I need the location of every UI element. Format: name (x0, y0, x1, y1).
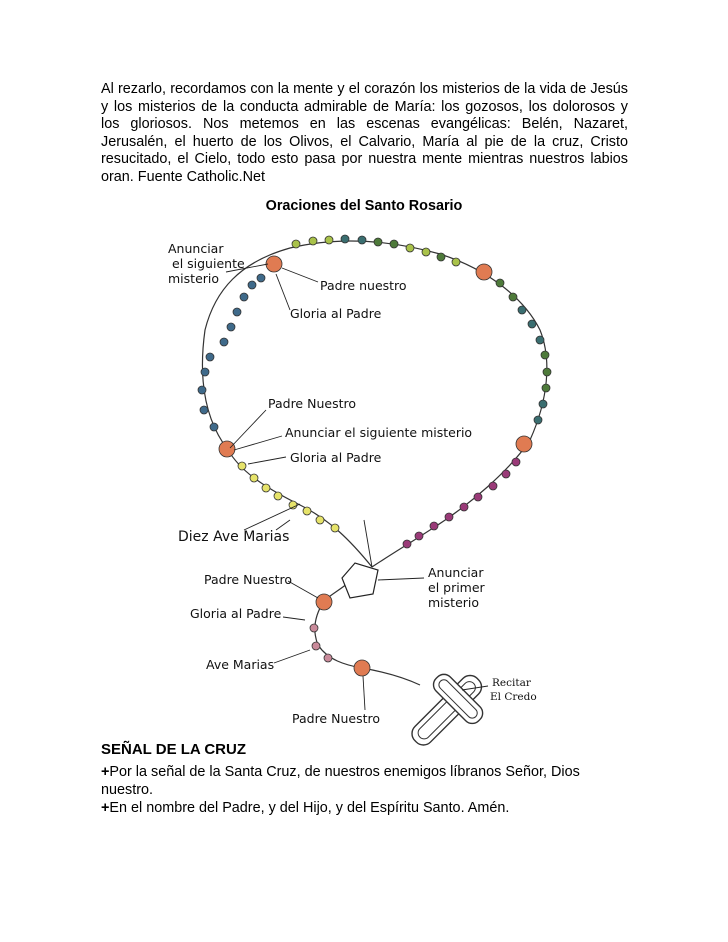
center-medal (342, 563, 378, 598)
bead-small (541, 351, 549, 359)
bead-small (341, 235, 349, 243)
crucifix (394, 658, 499, 763)
bead-small (512, 458, 520, 466)
label-gloria-mid: Gloria al Padre (290, 450, 382, 465)
bead-small (227, 323, 235, 331)
label-padre-nuestro-bottom: Padre Nuestro (292, 711, 380, 726)
bead-small (325, 236, 333, 244)
bead-small (331, 524, 339, 532)
prayer-line-2 (101, 799, 621, 817)
bead-small (292, 240, 300, 248)
bead-large (516, 436, 532, 452)
label-diez-ave: Diez Ave Marias (178, 529, 290, 545)
bead-small (437, 253, 445, 261)
bead-small (289, 501, 297, 509)
bead-small (358, 236, 366, 244)
intro-paragraph: Al rezarlo, recordamos con la mente y el corazón los misterios de la vida de Jesús y los misterios de la conducta admirable de María: los gozosos, los dolorosos y los gloriosos. Nos metemos en las escenas evangélicas: Belén, Nazaret, Jerusalén, el huerto de los Olivos, el Calvario, María al pie de la cruz, Cristo resucitado, el Cielo, todo esto pasa por nuestra mente mientras nuestros labios oran. Fuente Catholic.Net (101, 81, 628, 185)
prayer-marker-2: + (101, 800, 110, 816)
bead-small (233, 308, 241, 316)
label-recitar: Recitar (492, 677, 531, 689)
bead-small (430, 522, 438, 530)
bead-small (201, 368, 209, 376)
bead-small (528, 320, 536, 328)
label-padre-nuestro-center: Padre Nuestro (204, 572, 292, 587)
bead-small (403, 540, 411, 548)
label-padre-nuestro-top: Padre nuestro (320, 278, 407, 293)
bead-small (502, 470, 510, 478)
bead-small (374, 238, 382, 246)
bead-small (536, 336, 544, 344)
prayer-text-2: En el nombre del Padre, y del Hijo, y del Espíritu Santo. Amén. (109, 800, 510, 816)
bead-small (452, 258, 460, 266)
bead-small (415, 532, 423, 540)
bead-small (274, 492, 282, 500)
bead-small (310, 624, 318, 632)
bead-small (542, 384, 550, 392)
bead-small (496, 279, 504, 287)
bead-large (316, 594, 332, 610)
bead-small (406, 244, 414, 252)
bead-small (257, 274, 265, 282)
bead-small (518, 306, 526, 314)
bead-small (309, 237, 317, 245)
bead-small (238, 462, 246, 470)
label-anunciar-top-3: misterio (168, 271, 220, 286)
label-anunciar-primer-2: el primer (428, 580, 485, 595)
label-anunciar-mid: Anunciar el siguiente misterio (285, 425, 473, 440)
bead-small (206, 353, 214, 361)
bead-large (354, 660, 370, 676)
label-gloria-top: Gloria al Padre (290, 306, 382, 321)
label-anunciar-primer-3: misterio (428, 595, 480, 610)
bead-small (312, 642, 320, 650)
bead-small (422, 248, 430, 256)
bead-small (324, 654, 332, 662)
bead-small (509, 293, 517, 301)
prayer-line-1 (101, 763, 621, 799)
bead-large (476, 264, 492, 280)
bead-small (303, 507, 311, 515)
diagram-title: Oraciones del Santo Rosario (265, 198, 463, 214)
bead-small (316, 516, 324, 524)
label-anunciar-top-2: el siguiente (172, 256, 245, 271)
senal-title: SEÑAL DE LA CRUZ (101, 741, 247, 758)
bead-small (250, 474, 258, 482)
bead-small (534, 416, 542, 424)
bead-small (543, 368, 551, 376)
bead-small (248, 281, 256, 289)
bead-small (445, 513, 453, 521)
label-anunciar-primer-1: Anunciar (428, 565, 484, 580)
bead-small (262, 484, 270, 492)
bead-small (460, 503, 468, 511)
bead-small (474, 493, 482, 501)
bead-small (200, 406, 208, 414)
bead-large (266, 256, 282, 272)
label-gloria-low: Gloria al Padre (190, 606, 282, 621)
prayer-text-1: Por la señal de la Santa Cruz, de nuestros enemigos líbranos Señor, Dios nuestro. (101, 764, 580, 798)
bead-small (240, 293, 248, 301)
bead-small (220, 338, 228, 346)
label-anunciar-top: Anunciar (168, 241, 224, 256)
bead-small (489, 482, 497, 490)
label-padre-nuestro-mid: Padre Nuestro (268, 396, 356, 411)
bead-small (198, 386, 206, 394)
label-ave-marias: Ave Marias (206, 657, 275, 672)
bead-small (390, 240, 398, 248)
bead-large (219, 441, 235, 457)
bead-small (210, 423, 218, 431)
label-el-credo: El Credo (490, 691, 537, 703)
bead-small (539, 400, 547, 408)
prayer-marker-1: + (101, 764, 110, 780)
